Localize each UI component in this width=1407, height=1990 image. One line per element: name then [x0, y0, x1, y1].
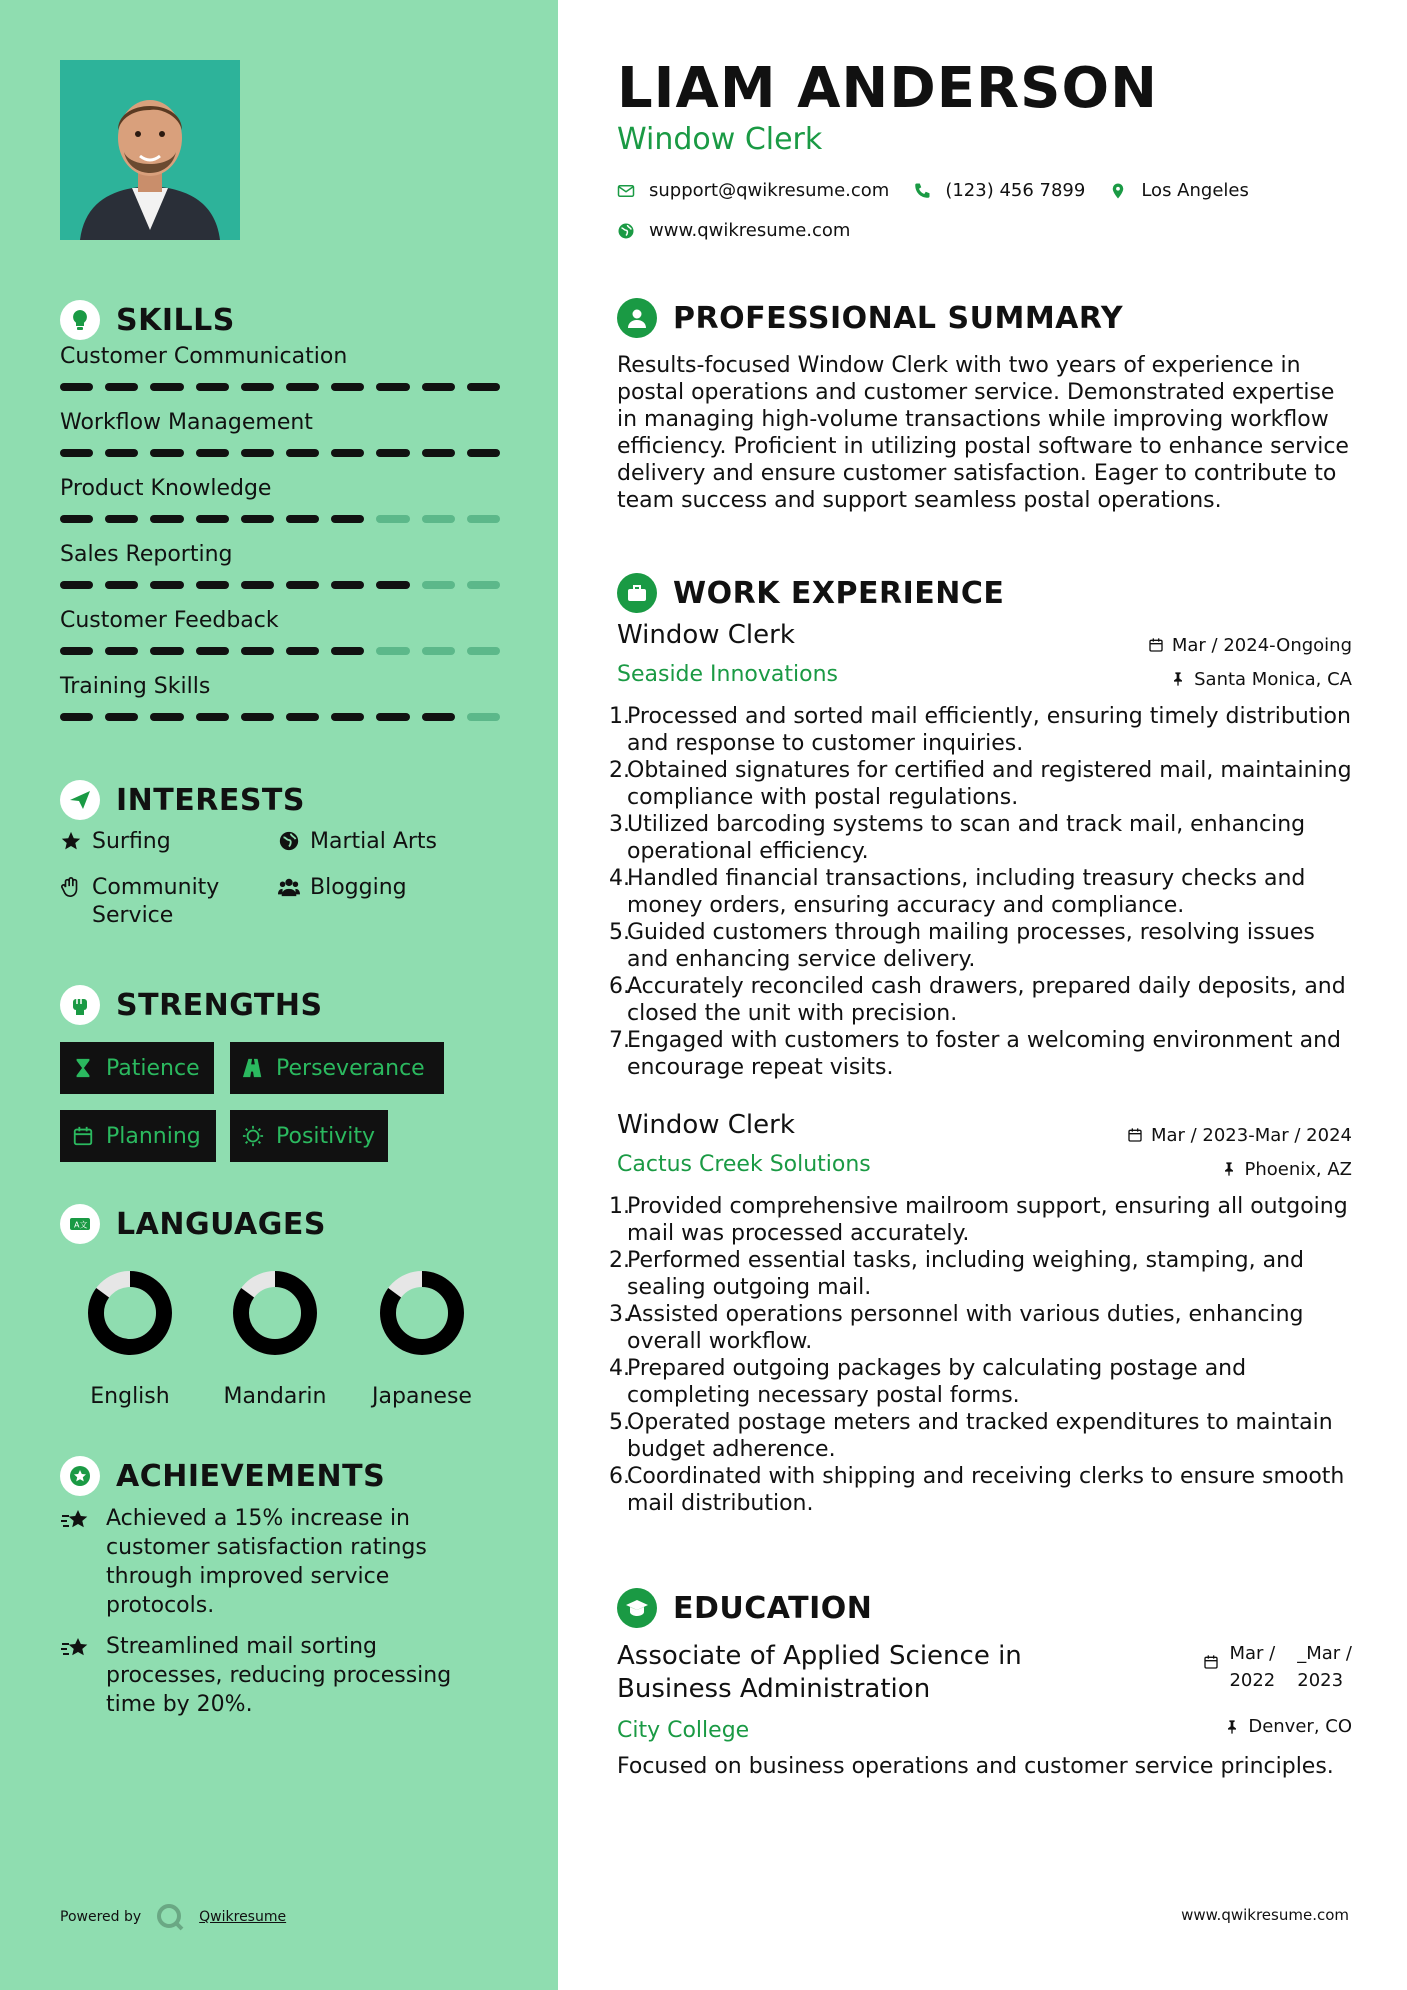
skill-name: Sales Reporting	[60, 542, 233, 567]
bullet-text: Coordinated with shipping and receiving clerks to ensure smooth mail distribution.	[627, 1464, 1345, 1516]
phone-icon	[913, 182, 931, 200]
calendar-icon	[1203, 1654, 1219, 1670]
language-name: Mandarin	[223, 1384, 327, 1409]
skill-level-bar	[60, 449, 500, 457]
globe-icon	[617, 222, 635, 240]
contact-phone[interactable]	[913, 180, 1085, 201]
fist-icon	[60, 985, 100, 1025]
skill-level-segment	[376, 449, 409, 457]
strength-label: Patience	[106, 1055, 200, 1081]
pin-icon	[1224, 1719, 1240, 1735]
bullet-text: Performed essential tasks, including weighing, stamping, and sealing outgoing mail.	[627, 1248, 1304, 1300]
skill-level-segment	[467, 449, 500, 457]
interest-item	[278, 874, 407, 902]
achievement-text: Achieved a 15% increase in customer satisfaction ratings through improved service protocols.	[106, 1506, 427, 1618]
skill-level-bar	[60, 647, 500, 655]
achievement-item	[60, 1504, 480, 1620]
language-level-ring	[230, 1268, 320, 1358]
job-company: Cactus Creek Solutions	[617, 1152, 871, 1177]
interest-item	[278, 828, 437, 856]
skill-level-segment	[196, 647, 229, 655]
interest-label: Blogging	[310, 875, 407, 900]
start-date-line2: 2022	[1229, 1670, 1276, 1691]
contact-location	[1109, 180, 1249, 201]
sidebar	[0, 0, 558, 1990]
skill-level-segment	[467, 515, 500, 523]
job-title: Window Clerk	[617, 1110, 795, 1140]
contact-row	[617, 180, 1273, 201]
job-bullet	[609, 1463, 1352, 1517]
education-dates	[1203, 1640, 1352, 1694]
job-bullets	[609, 1193, 1352, 1517]
skill-level-segment	[376, 581, 409, 589]
bullet-number: 6.	[609, 974, 630, 999]
brand-link[interactable]: Qwikresume	[199, 1909, 287, 1925]
skill-level-segment	[105, 581, 138, 589]
bullet-number: 4.	[609, 1356, 630, 1381]
skill-item	[60, 542, 500, 589]
skill-level-segment	[376, 383, 409, 391]
footer-url[interactable]: www.qwikresume.com	[1181, 1906, 1349, 1924]
education-meta	[1203, 1640, 1352, 1737]
education-location-text: Denver, CO	[1248, 1716, 1352, 1737]
skill-level-segment	[331, 383, 364, 391]
language-name: English	[90, 1384, 170, 1409]
bullet-text: Engaged with customers to foster a welcoming environment and encourage repeat visits.	[627, 1028, 1342, 1080]
skill-level-segment	[241, 581, 274, 589]
envelope-icon	[617, 182, 635, 200]
strengths-heading	[60, 985, 323, 1025]
skill-level-segment	[241, 713, 274, 721]
skill-name: Training Skills	[60, 674, 211, 699]
calendar-icon	[1127, 1127, 1143, 1143]
job-meta	[1127, 1118, 1352, 1186]
skill-level-segment	[422, 581, 455, 589]
website-text: www.qwikresume.com	[649, 220, 851, 241]
bullet-text: Obtained signatures for certified and registered mail, maintaining compliance with postal regulations.	[627, 758, 1352, 810]
skill-level-segment	[286, 515, 319, 523]
bullet-text: Provided comprehensive mailroom support, ensuring all outgoing mail was processed accurately.	[627, 1194, 1348, 1246]
bullet-number: 1.	[609, 1194, 630, 1219]
bullet-text: Guided customers through mailing processes, resolving issues and enhancing service delivery.	[627, 920, 1315, 972]
skill-level-segment	[241, 647, 274, 655]
skill-level-segment	[105, 515, 138, 523]
interest-label: Martial Arts	[310, 829, 438, 854]
job-bullet	[609, 1193, 1352, 1247]
job-dates-text: Mar / 2024-Ongoing	[1171, 634, 1352, 656]
language-level-ring	[85, 1268, 175, 1358]
skill-level-segment	[376, 515, 409, 523]
skill-level-segment	[376, 713, 409, 721]
graduation-icon	[617, 1588, 657, 1628]
skill-level-segment	[286, 581, 319, 589]
achievement-text: Streamlined mail sorting processes, reducing processing time by 20%.	[106, 1634, 452, 1717]
bullet-number: 7.	[609, 1028, 630, 1053]
person-name: LIAM ANDERSON	[617, 56, 1158, 121]
strength-tag	[60, 1042, 214, 1094]
skill-level-segment	[241, 383, 274, 391]
skill-level-bar	[60, 581, 500, 589]
degree-title: Associate of Applied Science in Business Administration	[617, 1641, 1022, 1704]
users-icon	[278, 876, 300, 898]
strength-label: Planning	[106, 1123, 201, 1149]
achievements-heading	[60, 1456, 385, 1496]
job-meta	[1148, 628, 1352, 696]
job-bullet	[609, 1247, 1352, 1301]
skill-level-segment	[60, 647, 93, 655]
skill-level-segment	[467, 647, 500, 655]
job-location	[1148, 662, 1352, 696]
lightbulb-icon	[60, 300, 100, 340]
bullet-number: 4.	[609, 866, 630, 891]
skill-level-segment	[422, 449, 455, 457]
job-dates	[1127, 1118, 1352, 1152]
strength-label: Positivity	[276, 1123, 376, 1149]
skill-level-segment	[286, 449, 319, 457]
skill-level-segment	[150, 515, 183, 523]
skill-level-segment	[196, 713, 229, 721]
skill-level-segment	[60, 515, 93, 523]
end-date-line1: _Mar /	[1297, 1643, 1352, 1664]
skill-level-segment	[60, 383, 93, 391]
skill-item	[60, 410, 500, 457]
education-title: EDUCATION	[673, 1590, 873, 1626]
skill-level-segment	[422, 713, 455, 721]
hourglass-icon	[72, 1057, 94, 1079]
job-dates-text: Mar / 2023-Mar / 2024	[1150, 1124, 1352, 1146]
bullet-text: Handled financial transactions, including treasury checks and money orders, ensuring accuracy and compliance.	[627, 866, 1306, 918]
achievement-item	[60, 1632, 480, 1719]
road-icon	[242, 1057, 264, 1079]
powered-by	[60, 1902, 286, 1932]
star-icon	[60, 830, 82, 852]
bullet-number: 3.	[609, 1302, 630, 1327]
summary-text: Results-focused Window Clerk with two years of experience in postal operations and customer service. Demonstrated expertise in managing high-volume transactions while improving workflow efficiency. Proficient in utilizing postal software to enhance service delivery and ensure customer satisfaction. Eager to contribute to team success and support seamless postal operations.	[617, 353, 1349, 513]
strength-tag	[230, 1110, 388, 1162]
bullet-number: 1.	[609, 704, 630, 729]
skill-level-segment	[60, 713, 93, 721]
skill-level-bar	[60, 515, 500, 523]
strength-label: Perseverance	[276, 1055, 425, 1081]
job-bullet	[609, 1301, 1352, 1355]
job-bullet	[609, 973, 1352, 1027]
strength-tag	[230, 1042, 444, 1094]
powered-by-label: Powered by	[60, 1909, 142, 1925]
skill-level-segment	[331, 515, 364, 523]
skill-level-segment	[150, 581, 183, 589]
skill-level-segment	[196, 383, 229, 391]
start-date	[1229, 1640, 1275, 1694]
interest-label: Surfing	[92, 829, 171, 854]
job-entry	[609, 620, 1352, 1081]
language-item	[352, 1268, 492, 1409]
summary-title: PROFESSIONAL SUMMARY	[673, 300, 1124, 336]
job-title: Window Clerk	[617, 620, 795, 650]
job-location	[1127, 1152, 1352, 1186]
skill-level-segment	[286, 713, 319, 721]
job-bullet	[609, 757, 1352, 811]
skill-level-segment	[286, 383, 319, 391]
skill-level-segment	[196, 449, 229, 457]
end-date	[1297, 1640, 1352, 1694]
job-location-text: Phoenix, AZ	[1244, 1158, 1352, 1180]
pin-icon	[1170, 671, 1186, 687]
skill-name: Product Knowledge	[60, 476, 272, 501]
education-entry	[617, 1640, 1352, 1780]
end-date-line2: 2023	[1297, 1670, 1344, 1691]
contact-email[interactable]	[617, 180, 889, 201]
bullet-number: 5.	[609, 1410, 630, 1435]
skill-level-segment	[331, 449, 364, 457]
bullet-text: Utilized barcoding systems to scan and track mail, enhancing operational efficiency.	[627, 812, 1306, 864]
start-date-line1: Mar /	[1229, 1643, 1276, 1664]
skill-level-segment	[286, 647, 319, 655]
skills-title: SKILLS	[116, 302, 235, 338]
pin-icon	[1221, 1161, 1237, 1177]
contact-row	[617, 220, 874, 241]
skill-level-segment	[60, 581, 93, 589]
strengths-title: STRENGTHS	[116, 987, 323, 1023]
skill-level-segment	[196, 581, 229, 589]
calendar-icon	[1148, 637, 1164, 653]
education-heading	[617, 1588, 872, 1628]
job-bullet	[609, 1409, 1352, 1463]
achievements-title: ACHIEVEMENTS	[116, 1458, 386, 1494]
skill-level-segment	[331, 647, 364, 655]
skill-level-segment	[105, 647, 138, 655]
language-item	[60, 1268, 200, 1409]
interests-heading	[60, 780, 305, 820]
skill-level-bar	[60, 713, 500, 721]
skill-level-segment	[422, 515, 455, 523]
skill-level-segment	[422, 383, 455, 391]
skill-level-segment	[150, 449, 183, 457]
skill-name: Workflow Management	[60, 410, 313, 435]
school-name: City College	[617, 1718, 750, 1743]
hand-icon	[60, 876, 82, 898]
skill-level-segment	[467, 383, 500, 391]
phone-text: (123) 456 7899	[945, 180, 1086, 201]
job-bullet	[609, 1355, 1352, 1409]
interests-title: INTERESTS	[116, 782, 305, 818]
languages-heading	[60, 1204, 326, 1244]
job-bullet	[609, 811, 1352, 865]
language-level-ring	[377, 1268, 467, 1358]
skill-name: Customer Feedback	[60, 608, 279, 633]
job-bullet	[609, 703, 1352, 757]
skill-level-segment	[150, 713, 183, 721]
email-text: support@qwikresume.com	[649, 180, 890, 201]
sun-icon	[242, 1125, 264, 1147]
experience-heading	[617, 573, 1004, 613]
person-role: Window Clerk	[617, 122, 823, 157]
job-bullet	[609, 1027, 1352, 1081]
skill-level-segment	[331, 581, 364, 589]
bullet-text: Operated postage meters and tracked expenditures to maintain budget adherence.	[627, 1410, 1333, 1462]
job-bullet	[609, 865, 1352, 919]
profile-photo	[60, 60, 240, 240]
contact-website[interactable]	[617, 220, 850, 241]
svg-text:A文: A文	[74, 1220, 88, 1230]
user-icon	[617, 298, 657, 338]
calendar-icon	[72, 1125, 94, 1147]
person-portrait-icon	[60, 60, 240, 240]
interest-item	[60, 874, 260, 930]
skill-level-segment	[376, 647, 409, 655]
language-item	[205, 1268, 345, 1409]
strength-tag	[60, 1110, 216, 1162]
skill-level-segment	[331, 713, 364, 721]
experience-title: WORK EXPERIENCE	[673, 575, 1005, 611]
bullet-text: Assisted operations personnel with various duties, enhancing overall workflow.	[627, 1302, 1304, 1354]
education-location	[1203, 1716, 1352, 1737]
skill-level-segment	[60, 449, 93, 457]
job-entry	[609, 1110, 1352, 1517]
skill-level-bar	[60, 383, 500, 391]
skill-level-segment	[105, 449, 138, 457]
skill-item	[60, 674, 500, 721]
bullet-number: 2.	[609, 758, 630, 783]
languages-title: LANGUAGES	[116, 1206, 326, 1242]
job-dates	[1148, 628, 1352, 662]
summary-heading	[617, 298, 1123, 338]
skill-level-segment	[105, 713, 138, 721]
bullet-text: Accurately reconciled cash drawers, prepared daily deposits, and closed the unit with precision.	[627, 974, 1346, 1026]
language-icon	[60, 1204, 100, 1244]
skill-level-segment	[467, 581, 500, 589]
skill-level-segment	[241, 449, 274, 457]
interest-label: Community Service	[92, 875, 220, 928]
bullet-number: 3.	[609, 812, 630, 837]
shooting-star-icon	[60, 1506, 90, 1536]
skill-item	[60, 608, 500, 655]
job-bullet	[609, 919, 1352, 973]
bullet-number: 6.	[609, 1464, 630, 1489]
location-text: Los Angeles	[1141, 180, 1249, 201]
interest-item	[60, 828, 171, 856]
skill-level-segment	[196, 515, 229, 523]
job-bullets	[609, 703, 1352, 1081]
star-badge-icon	[60, 1456, 100, 1496]
skill-level-segment	[150, 647, 183, 655]
bullet-number: 5.	[609, 920, 630, 945]
skill-item	[60, 344, 500, 391]
language-name: Japanese	[372, 1384, 472, 1409]
qwikresume-logo-icon	[155, 1902, 185, 1932]
skill-item	[60, 476, 500, 523]
skill-level-segment	[467, 713, 500, 721]
skill-level-segment	[105, 383, 138, 391]
briefcase-icon	[617, 573, 657, 613]
skill-level-segment	[150, 383, 183, 391]
map-pin-icon	[1109, 182, 1127, 200]
bullet-text: Prepared outgoing packages by calculating postage and completing necessary postal forms.	[627, 1356, 1247, 1408]
skill-level-segment	[422, 647, 455, 655]
skill-level-segment	[241, 515, 274, 523]
skill-name: Customer Communication	[60, 344, 348, 369]
job-company: Seaside Innovations	[617, 662, 838, 687]
education-description: Focused on business operations and customer service principles.	[617, 1754, 1334, 1779]
job-location-text: Santa Monica, CA	[1194, 668, 1352, 690]
bullet-text: Processed and sorted mail efficiently, ensuring timely distribution and response to customer inquiries.	[627, 704, 1351, 756]
globe-icon	[278, 830, 300, 852]
bullet-number: 2.	[609, 1248, 630, 1273]
skills-heading	[60, 300, 235, 340]
shooting-star-icon	[60, 1634, 90, 1664]
paper-plane-icon	[60, 780, 100, 820]
